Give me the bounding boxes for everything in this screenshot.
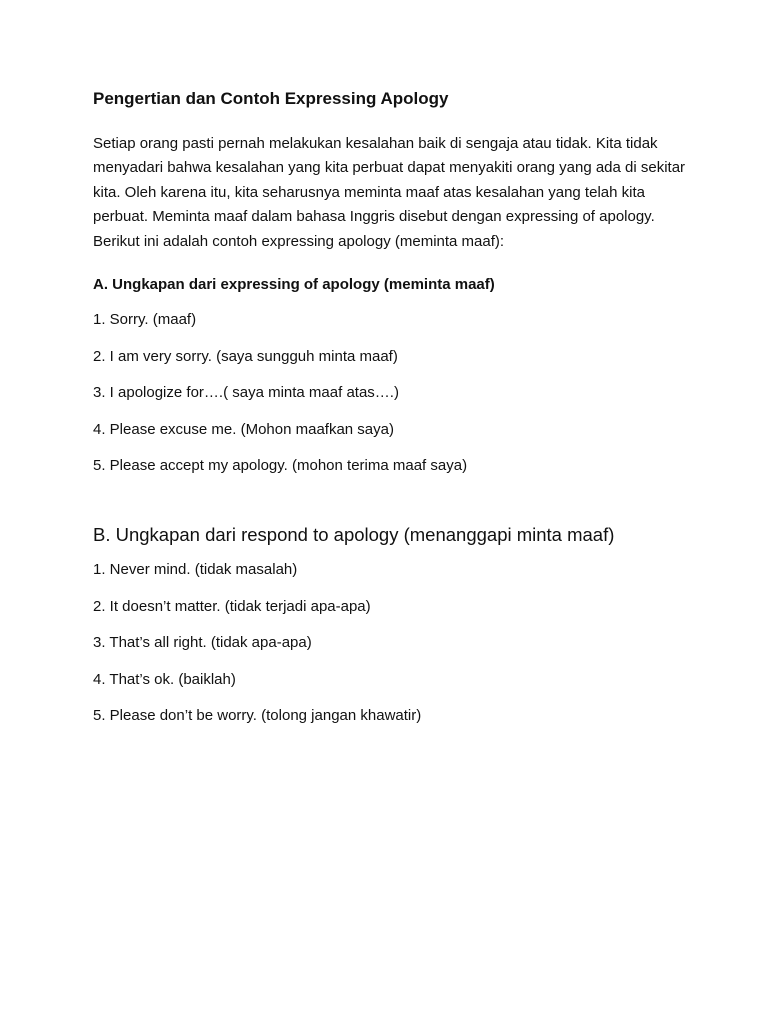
section-b-list [93,559,693,727]
list-item: 2. It doesn’t matter. (tidak terjadi apa-apa) [93,597,371,615]
list-item: 2. I am very sorry. (saya sungguh minta maaf) [93,347,398,365]
list-item: 1. Sorry. (maaf) [93,311,197,329]
section-b-heading: B. Ungkapan dari respond to apology (menanggapi minta maaf) [93,524,615,546]
document-title: Pengertian dan Contoh Expressing Apology [93,89,449,108]
list-item: 3. That’s all right. (tidak apa-apa) [93,634,312,652]
section-a-heading: A. Ungkapan dari expressing of apology (meminta maaf) [93,276,495,294]
list-item: 5. Please accept my apology. (mohon terima maaf saya) [93,457,468,475]
intro-paragraph: Setiap orang pasti pernah melakukan kesalahan baik di sengaja atau tidak. Kita tidak menyadari bahwa kesalahan yang kita perbuat dapat menyakiti orang yang ada di sekitar kita. Oleh karena itu, kita seharusnya meminta maaf atas kesalahan yang telah kita perbuat. Meminta maaf dalam bahasa Inggris disebut dengan expressing of apology. Berikut ini adalah contoh expressing apology (meminta maaf): [93,135,686,250]
document-content [93,88,693,742]
section-a-list [93,309,693,477]
list-item: 4. Please excuse me. (Mohon maafkan saya) [93,420,394,438]
list-item: 3. I apologize for….( saya minta maaf atas….) [93,384,399,402]
list-item: 4. That’s ok. (baiklah) [93,670,236,688]
list-item: 5. Please don’t be worry. (tolong jangan khawatir) [93,707,422,725]
list-item: 1. Never mind. (tidak masalah) [93,561,298,579]
